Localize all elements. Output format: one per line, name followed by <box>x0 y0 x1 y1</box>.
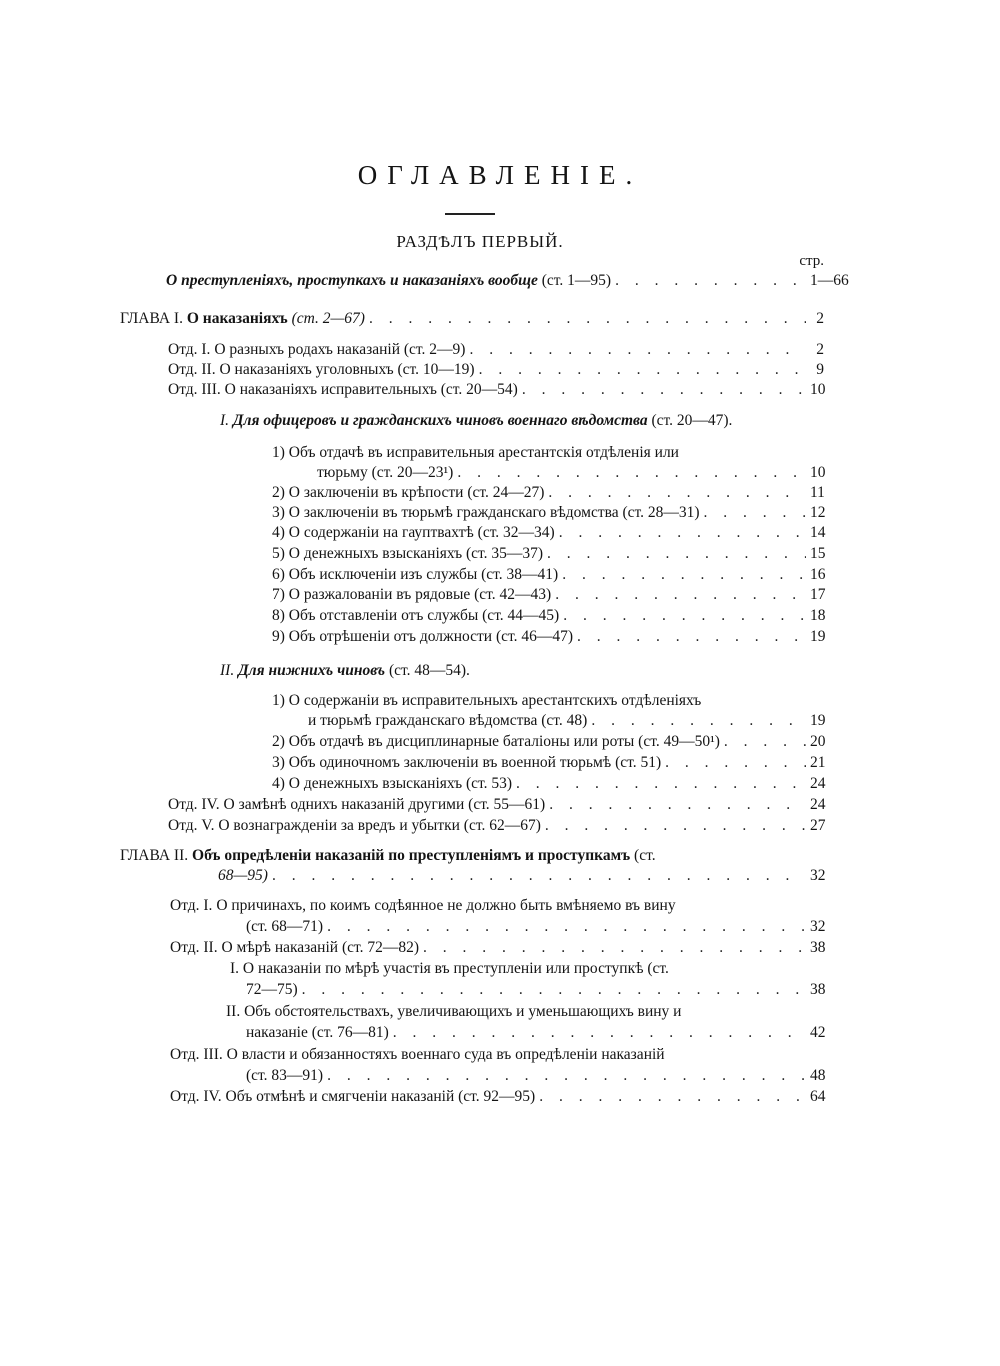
toc-item[interactable] <box>272 773 824 795</box>
otd-text: О наказаніяхъ уголовныхъ (ст. 10—19) <box>219 361 475 378</box>
otd-page: 32 <box>810 918 826 935</box>
item-text: 72—75) <box>246 981 298 998</box>
section-heading: РАЗДѢЛЪ ПЕРВЫЙ. <box>396 232 564 251</box>
part-ref: (ст. 1—95) <box>541 272 612 289</box>
item-page: 10 <box>810 464 826 481</box>
part-page: 1—66 <box>810 272 849 289</box>
item-text: тюрьму (ст. 20—23¹) <box>317 464 454 481</box>
item-text: 8) Объ отставленіи отъ службы (ст. 44—45) <box>272 607 560 624</box>
leader-dots <box>545 815 806 837</box>
item-text: 4) О денежныхъ взысканіяхъ (ст. 53) <box>272 775 513 792</box>
item-page: 17 <box>810 586 826 603</box>
item-page: 18 <box>810 607 826 624</box>
item-text: 2) О заключеніи въ крѣпости (ст. 24—27) <box>272 484 545 501</box>
chapter-1-prefix: ГЛАВА I. <box>120 310 183 327</box>
leader-dots <box>393 1022 806 1044</box>
item-text: 3) О заключеніи въ тюрьмѣ гражданскаго вѣдомства (ст. 28—31) <box>272 504 700 521</box>
leader-dots <box>547 543 806 565</box>
toc-item[interactable] <box>272 752 824 774</box>
otd-text: О причинахъ, по коимъ содѣянное не должно быть вмѣняемо въ вину <box>216 897 676 914</box>
toc-chapter-1[interactable] <box>120 308 824 330</box>
item-text: наказаніе (ст. 76—81) <box>246 1024 389 1041</box>
toc-item[interactable] <box>317 462 824 484</box>
otd-text: Объ отмѣнѣ и смягченіи наказаній (ст. 92—95) <box>225 1088 536 1105</box>
leader-dots <box>562 564 806 586</box>
item-text: 3) Объ одиночномъ заключеніи въ военной тюрьмѣ (ст. 51) <box>272 754 662 771</box>
otd-prefix: Отд. I. <box>168 341 211 358</box>
toc-ch2-otd-1-heading[interactable] <box>170 895 676 917</box>
item-page: 16 <box>810 566 826 583</box>
chapter-2-prefix: ГЛАВА II. <box>120 847 189 864</box>
leader-dots <box>327 916 806 938</box>
leader-dots <box>549 794 806 816</box>
leader-dots <box>704 502 806 524</box>
item-page: 11 <box>810 484 825 501</box>
subsection-prefix: I. <box>220 412 230 429</box>
toc-item[interactable] <box>308 710 824 732</box>
otd-text: О наказаніяхъ исправительныхъ (ст. 20—54) <box>224 381 518 398</box>
toc-item[interactable] <box>272 522 824 544</box>
item-page: 38 <box>810 981 826 998</box>
item-text: 7) О разжалованіи въ рядовые (ст. 42—43) <box>272 586 552 603</box>
title-divider <box>445 213 495 215</box>
toc-ch2-otd-2-a[interactable] <box>246 979 824 1001</box>
otd-text: О мѣрѣ наказаній (ст. 72—82) <box>221 939 420 956</box>
subsection-ref: (ст. 20—47). <box>651 412 733 429</box>
item-text: 2) Объ отдачѣ въ дисциплинарные баталіоны или роты (ст. 49—50¹) <box>272 733 720 750</box>
otd-text: О власти и обязанностяхъ военнаго суда въ опредѣленіи наказаній <box>226 1046 665 1063</box>
leader-dots <box>559 522 806 544</box>
leader-dots <box>577 626 806 648</box>
leader-dots <box>591 710 806 732</box>
leader-dots <box>369 308 806 330</box>
leader-dots <box>479 359 806 381</box>
toc-item[interactable] <box>272 584 824 606</box>
otd-prefix: Отд. IV. <box>170 1088 222 1105</box>
subsection-label: Для нижнихъ чиновъ <box>238 662 386 679</box>
otd-page: 24 <box>810 796 826 813</box>
leader-dots <box>423 937 806 959</box>
page-title: ОГЛАВЛЕНІЕ. <box>357 160 643 190</box>
item-page: 19 <box>810 628 826 645</box>
toc-item[interactable] <box>272 626 824 648</box>
toc-item[interactable] <box>272 502 824 524</box>
toc-ch1-otd-3[interactable] <box>168 379 824 401</box>
chapter-2-page: 32 <box>810 867 826 884</box>
otd-text: (ст. 68—71) <box>246 918 324 935</box>
otd-prefix: Отд. III. <box>170 1046 223 1063</box>
otd-page: 9 <box>816 361 824 378</box>
chapter-1-label: О наказаніяхъ <box>186 310 288 327</box>
subsection-label: Для офицеровъ и гражданскихъ чиновъ военнаго вѣдомства <box>232 412 648 429</box>
leader-dots <box>272 865 806 887</box>
item-text: 9) Объ отрѣшеніи отъ должности (ст. 46—47) <box>272 628 574 645</box>
leader-dots <box>615 270 806 292</box>
part-label: О преступленіяхъ, проступкахъ и наказаніяхъ вообще <box>166 272 538 289</box>
otd-page: 48 <box>810 1067 826 1084</box>
toc-ch1-otd-1[interactable] <box>168 339 824 361</box>
chapter-1-page: 2 <box>816 310 824 327</box>
leader-dots <box>302 979 806 1001</box>
otd-prefix: Отд. V. <box>168 817 215 834</box>
toc-item[interactable] <box>272 605 824 627</box>
toc-item[interactable] <box>272 543 824 565</box>
leader-dots <box>563 605 806 627</box>
toc-ch2-otd-2-b[interactable] <box>246 1022 824 1044</box>
chapter-1-ref: (ст. 2—67) <box>291 310 365 327</box>
subsection-ref: (ст. 48—54). <box>388 662 470 679</box>
toc-ch2-otd-2-b-heading[interactable]: II. Объ обстоятельствахъ, увеличивающихъ и уменьшающихъ вину и <box>226 1003 682 1020</box>
otd-page: 2 <box>816 341 824 358</box>
otd-text: (ст. 83—91) <box>246 1067 324 1084</box>
toc-item[interactable] <box>272 731 824 753</box>
otd-page: 38 <box>810 939 826 956</box>
leader-dots <box>555 584 806 606</box>
toc-ch1-otd-5[interactable] <box>168 815 824 837</box>
item-text: 5) О денежныхъ взысканіяхъ (ст. 35—37) <box>272 545 544 562</box>
leader-dots <box>522 379 806 401</box>
toc-subsection-2[interactable] <box>220 660 470 682</box>
subsection-prefix: II. <box>220 662 235 679</box>
otd-prefix: Отд. IV. <box>168 796 220 813</box>
leader-dots <box>548 482 806 504</box>
otd-page: 27 <box>810 817 826 834</box>
toc-chapter-2[interactable] <box>218 865 824 887</box>
otd-text: О вознагражденіи за вредъ и убытки (ст. 62—67) <box>218 817 541 834</box>
item-text: 6) Объ исключеніи изъ службы (ст. 38—41) <box>272 566 559 583</box>
otd-prefix: Отд. III. <box>168 381 221 398</box>
toc-item[interactable] <box>272 564 824 586</box>
toc-ch2-otd-3[interactable] <box>246 1065 824 1087</box>
chapter-2-ref: (ст. <box>634 847 656 864</box>
item-page: 24 <box>810 775 826 792</box>
toc-ch2-otd-1[interactable] <box>246 916 824 938</box>
leader-dots <box>457 462 806 484</box>
page-column-label: стр. <box>799 253 824 269</box>
item-page: 20 <box>810 733 826 750</box>
leader-dots <box>724 731 806 753</box>
chapter-2-label: Объ опредѣленіи наказаній по преступленіямъ и проступкамъ <box>192 847 631 864</box>
leader-dots <box>327 1065 806 1087</box>
otd-prefix: Отд. II. <box>170 939 218 956</box>
otd-page: 10 <box>810 381 826 398</box>
item-page: 21 <box>810 754 826 771</box>
chapter-2-ref-cont: 68—95) <box>218 867 268 884</box>
item-page: 19 <box>810 712 826 729</box>
toc-subsection-1[interactable] <box>220 410 732 432</box>
item-text: и тюрьмѣ гражданскаго вѣдомства (ст. 48) <box>308 712 588 729</box>
toc-item[interactable] <box>272 482 824 504</box>
toc-ch2-otd-2-a-heading[interactable]: I. О наказаніи по мѣрѣ участія въ преступленіи или проступкѣ (ст. <box>230 960 669 977</box>
otd-prefix: Отд. I. <box>170 897 213 914</box>
otd-prefix: Отд. II. <box>168 361 216 378</box>
otd-text: О разныхъ родахъ наказаній (ст. 2—9) <box>214 341 466 358</box>
toc-item-line[interactable]: 1) О содержаніи въ исправительныхъ арестантскихъ отдѣленіяхъ <box>272 692 702 709</box>
toc-item-line[interactable]: 1) Объ отдачѣ въ исправительныя арестантскія отдѣленія или <box>272 444 679 461</box>
item-page: 42 <box>810 1024 826 1041</box>
leader-dots <box>539 1086 806 1108</box>
item-text: 4) О содержаніи на гауптвахтѣ (ст. 32—34) <box>272 524 555 541</box>
item-page: 12 <box>810 504 826 521</box>
toc-chapter-2-heading[interactable] <box>120 845 656 867</box>
toc-ch1-otd-4[interactable] <box>168 794 824 816</box>
toc-ch1-otd-2[interactable] <box>168 359 824 381</box>
item-page: 14 <box>810 524 826 541</box>
toc-part[interactable] <box>166 270 849 292</box>
leader-dots <box>516 773 806 795</box>
leader-dots <box>665 752 806 774</box>
otd-page: 64 <box>810 1088 826 1105</box>
toc-ch2-otd-3-heading[interactable] <box>170 1044 665 1066</box>
leader-dots <box>469 339 806 361</box>
toc-ch2-otd-4[interactable] <box>170 1086 824 1108</box>
toc-ch2-otd-2[interactable] <box>170 937 824 959</box>
otd-text: О замѣнѣ однихъ наказаній другими (ст. 55—61) <box>223 796 546 813</box>
item-page: 15 <box>810 545 826 562</box>
